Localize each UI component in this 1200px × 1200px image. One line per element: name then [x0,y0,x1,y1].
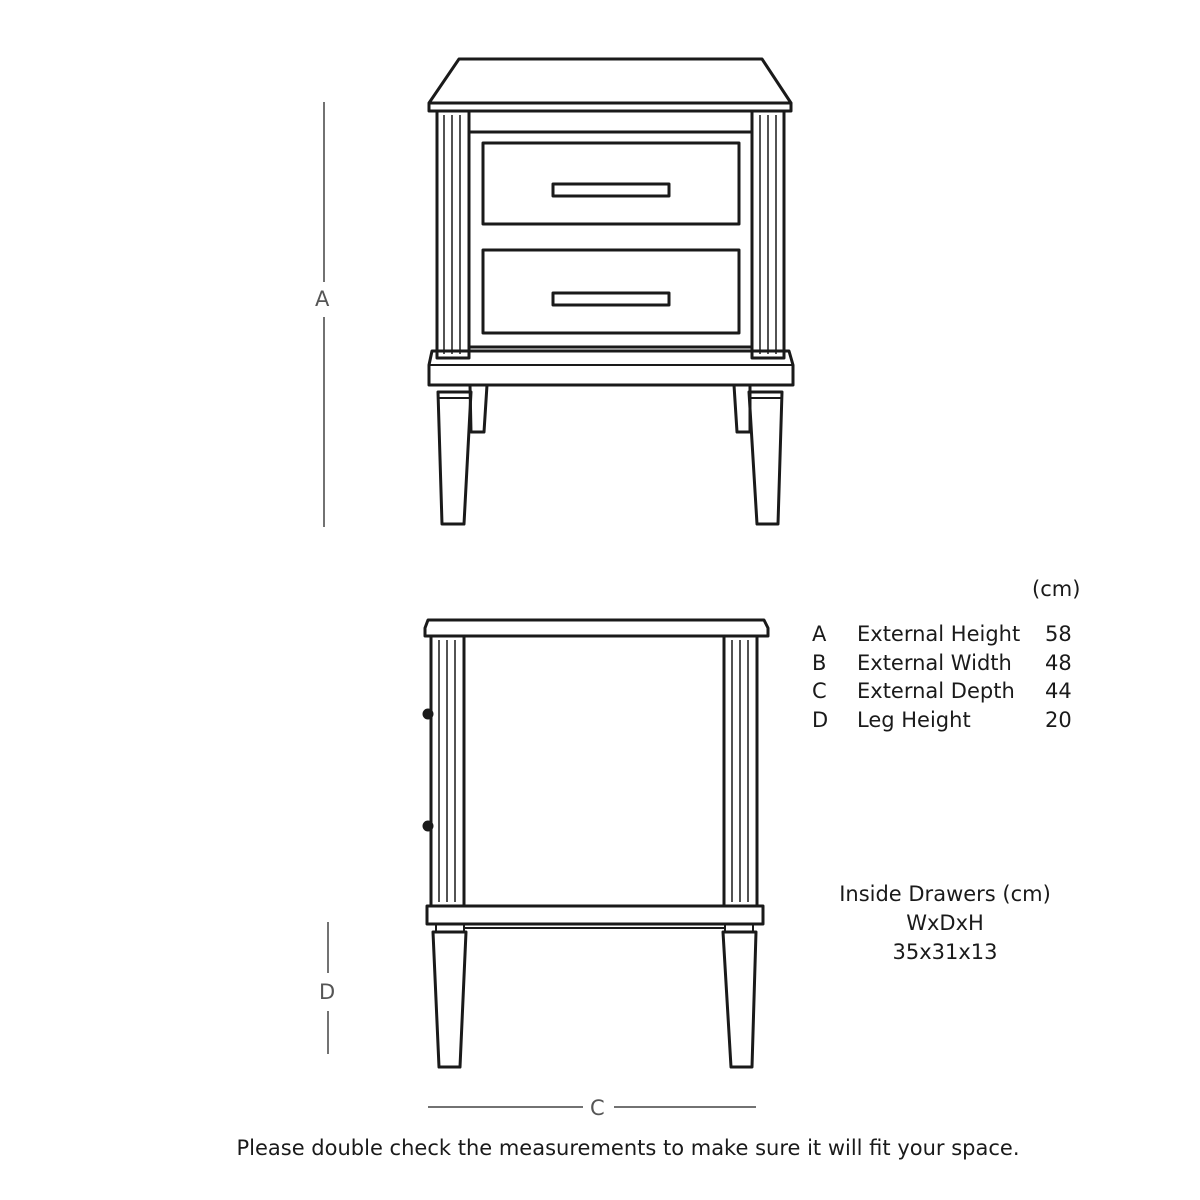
inside-drawers-value: 35x31x13 [892,940,998,964]
footer-note: Please double check the measurements to make sure it will fit your space. [236,1136,1020,1160]
front-leg-left [438,392,471,524]
side-view [424,620,768,1067]
spec-name: External Width [857,650,1012,675]
side-top [425,620,768,636]
spec-name: Leg Height [857,707,971,732]
front-leg-right [749,392,782,524]
dimension-a-label: A [315,287,330,311]
side-leg-right [723,932,756,1067]
dimensions-table [812,620,1072,734]
spec-key: D [812,707,829,732]
front-leg-back-left [470,385,487,432]
table-row [812,677,1072,706]
front-top [429,59,791,111]
spec-value: 58 [1045,622,1072,647]
left-pilaster [437,111,469,358]
side-leg-left [433,932,466,1067]
dimension-c-label: C [590,1096,605,1120]
drawer-bottom-handle [553,293,669,305]
front-base [429,351,793,385]
inside-drawers-block [820,880,1070,967]
table-row [812,620,1072,649]
spec-key: B [812,650,827,675]
spec-value: 48 [1045,650,1072,675]
spec-name: External Depth [857,679,1015,704]
unit-label: (cm) [1032,577,1081,601]
inside-drawers-title: Inside Drawers (cm) [839,882,1051,906]
inside-drawers-format: WxDxH [906,911,984,935]
spec-key: A [812,622,827,647]
knob-top [424,710,432,718]
spec-name: External Height [857,622,1021,647]
front-frame [469,132,752,347]
side-base [427,906,763,924]
spec-key: C [812,679,827,704]
table-row [812,649,1072,678]
front-view [429,59,793,524]
spec-value: 20 [1045,707,1072,732]
side-panel [464,636,724,906]
table-row [812,706,1072,735]
spec-value: 44 [1045,679,1072,704]
knob-bottom [424,822,432,830]
dimension-d-label: D [319,980,336,1004]
drawer-top-handle [553,184,669,196]
